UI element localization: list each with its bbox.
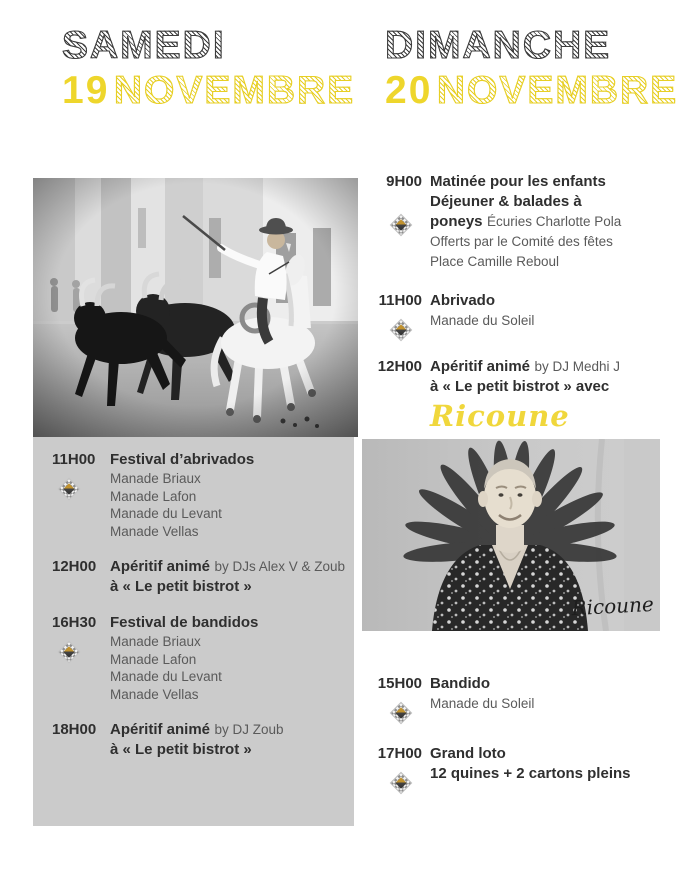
time-label: 11H00 bbox=[378, 292, 422, 309]
saturday-item-aperitif-soir bbox=[52, 720, 284, 760]
saturday-date-line bbox=[62, 71, 355, 110]
item-title: Apéritif animé bbox=[110, 721, 211, 738]
item-detail: Offerts par le Comité des fêtes bbox=[430, 234, 613, 249]
sunday-item-matinee-enfants bbox=[370, 172, 621, 271]
item-content bbox=[110, 450, 254, 540]
photo-diamond-icon bbox=[391, 320, 411, 340]
sunday-item-bandido bbox=[370, 674, 534, 720]
item-content bbox=[430, 357, 620, 433]
ricoune-script-name: Ricoune bbox=[430, 399, 570, 433]
item-content bbox=[430, 291, 534, 331]
item-subtitle: 12 quines + 2 cartons pleins bbox=[430, 765, 631, 782]
item-title: Festival de bandidos bbox=[110, 614, 259, 631]
sunday-month-title: NOVEMBRE bbox=[436, 69, 679, 112]
item-title: poneys bbox=[430, 213, 483, 230]
item-dj-credit: by DJ Medhi J bbox=[534, 359, 621, 374]
item-content bbox=[430, 172, 621, 271]
time-label: 12H00 bbox=[52, 558, 97, 575]
saturday-item-aperitif-midi bbox=[52, 557, 345, 597]
time-label: 17H00 bbox=[377, 745, 422, 762]
abrivado-illustration bbox=[33, 178, 358, 437]
item-title: Matinée pour les enfants bbox=[430, 173, 606, 190]
time-cell bbox=[370, 291, 422, 337]
photo-diamond-icon bbox=[59, 642, 79, 662]
item-subtitle: à « Le petit bistrot » avec bbox=[430, 378, 610, 395]
time-label: 18H00 bbox=[52, 721, 97, 738]
saturday-date-number: 19 bbox=[62, 69, 110, 112]
item-detail: Manade Vellas bbox=[110, 523, 199, 539]
item-content bbox=[110, 720, 284, 760]
item-title: Grand loto bbox=[430, 745, 506, 762]
item-subtitle: à « Le petit bistrot » bbox=[110, 741, 252, 758]
saturday-item-festival-abrivados bbox=[52, 450, 254, 540]
item-title: Festival d’abrivados bbox=[110, 451, 255, 468]
item-title: Abrivado bbox=[430, 292, 496, 309]
item-detail: Manade du Soleil bbox=[430, 313, 535, 328]
item-detail: Manade Lafon bbox=[110, 488, 197, 504]
item-subtitle: à « Le petit bistrot » bbox=[110, 578, 252, 595]
item-content bbox=[430, 744, 631, 784]
time-cell bbox=[370, 744, 422, 790]
ricoune-portrait-illustration bbox=[362, 439, 660, 631]
item-detail: Manade du Soleil bbox=[430, 696, 535, 711]
sunday-item-abrivado bbox=[370, 291, 534, 337]
saturday-item-festival-bandidos bbox=[52, 613, 258, 703]
sunday-item-grand-loto bbox=[370, 744, 631, 790]
item-title-line bbox=[430, 212, 621, 232]
item-title: Bandido bbox=[430, 675, 490, 692]
saturday-photo-abrivado bbox=[33, 178, 358, 437]
time-label: 9H00 bbox=[386, 173, 422, 190]
item-detail: Place Camille Reboul bbox=[430, 253, 560, 269]
time-cell bbox=[370, 357, 422, 377]
photo-diamond-icon bbox=[391, 215, 411, 235]
item-title: Apéritif animé bbox=[110, 558, 211, 575]
photo-diamond-icon bbox=[59, 479, 79, 499]
item-detail: Manade Briaux bbox=[110, 634, 201, 649]
time-cell bbox=[52, 450, 110, 496]
photo-signature: Ricoune bbox=[570, 591, 655, 621]
item-content bbox=[110, 557, 345, 597]
time-cell bbox=[370, 674, 422, 720]
time-label: 15H00 bbox=[377, 675, 422, 692]
time-cell bbox=[370, 172, 422, 232]
item-detail: Manade du Levant bbox=[110, 506, 222, 521]
item-title: Déjeuner & balades à bbox=[430, 193, 582, 210]
item-detail: Manade Vellas bbox=[110, 686, 199, 702]
saturday-month-title: NOVEMBRE bbox=[113, 69, 356, 112]
sunday-header bbox=[385, 26, 678, 110]
photo-diamond-icon bbox=[391, 773, 411, 793]
item-content bbox=[430, 674, 534, 714]
sunday-date-line bbox=[385, 71, 678, 110]
saturday-header bbox=[62, 26, 355, 110]
time-cell bbox=[52, 613, 110, 659]
item-detail: Manade du Levant bbox=[110, 669, 222, 684]
saturday-schedule-panel bbox=[33, 437, 354, 826]
sunday-date-number: 20 bbox=[385, 69, 433, 112]
item-dj-credit: by DJ Zoub bbox=[214, 722, 284, 737]
item-detail: Manade Briaux bbox=[110, 471, 201, 486]
item-title: Apéritif animé bbox=[430, 358, 531, 375]
item-title-line bbox=[110, 557, 345, 577]
item-dj-credit: by DJs Alex V & Zoub bbox=[214, 559, 346, 574]
item-detail: Écuries Charlotte Pola bbox=[486, 214, 622, 229]
sunday-photo-ricoune bbox=[362, 439, 660, 631]
item-detail: Manade Lafon bbox=[110, 651, 197, 667]
sunday-day-title: DIMANCHE bbox=[385, 26, 678, 65]
saturday-day-title: SAMEDI bbox=[62, 26, 355, 65]
sunday-item-aperitif-ricoune bbox=[370, 357, 620, 433]
time-label: 11H00 bbox=[52, 451, 96, 468]
item-title-line bbox=[110, 720, 284, 740]
time-cell bbox=[52, 720, 110, 740]
time-label: 16H30 bbox=[52, 614, 97, 631]
photo-diamond-icon bbox=[391, 703, 411, 723]
time-label: 12H00 bbox=[377, 358, 422, 375]
item-content bbox=[110, 613, 258, 703]
item-title-line bbox=[430, 357, 620, 377]
time-cell bbox=[52, 557, 110, 577]
